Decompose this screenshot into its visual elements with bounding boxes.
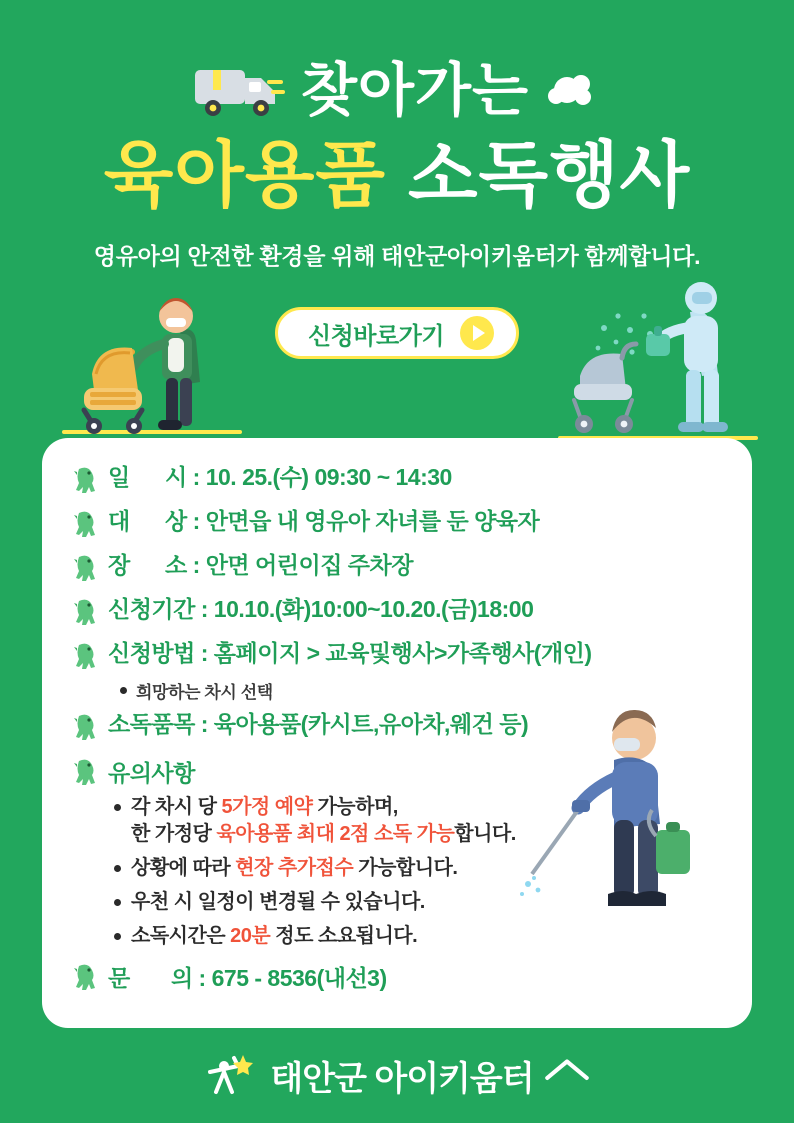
title-line-2b: 소독행사 xyxy=(408,136,691,216)
dinosaur-icon xyxy=(72,962,98,992)
info-row-date xyxy=(72,464,718,495)
info-row-application-period xyxy=(72,596,718,627)
home-roof-icon xyxy=(544,1056,590,1095)
poster-subtitle: 영유아의 안전한 환경을 위해 태안군아이키움터가 함께합니다. xyxy=(93,243,701,269)
cta-wrapper xyxy=(0,307,794,359)
dinosaur-icon xyxy=(72,509,98,539)
info-row-target-text: 대 상 : 안면읍 내 영유아 자녀를 둔 양육자 xyxy=(108,508,540,534)
info-row-date-text: 일 시 : 10. 25.(수) 09:30 ~ 14:30 xyxy=(108,464,452,490)
application-method-subnote xyxy=(120,678,718,703)
apply-now-button[interactable] xyxy=(275,307,519,359)
footer-logo-text: 태안군 아이키움터 xyxy=(270,1060,534,1098)
dinosaur-icon xyxy=(72,597,98,627)
delivery-truck-icon xyxy=(191,60,287,122)
bullet-dot-icon xyxy=(114,933,121,940)
title-row-secondary xyxy=(0,136,794,216)
notice-item-text: 우천 시 일정이 변경될 수 있습니다. xyxy=(131,891,425,913)
parent-with-stroller-illustration xyxy=(62,278,242,446)
dinosaur-icon xyxy=(72,757,98,787)
dinosaur-icon xyxy=(72,641,98,671)
bullet-dot-icon xyxy=(114,865,121,872)
footer-logo-mark-icon xyxy=(204,1050,260,1101)
footer-logo xyxy=(0,1050,794,1101)
notice-item-text: 상황에 따라 현장 추가접수 가능합니다. xyxy=(131,857,458,879)
title-row-primary xyxy=(0,52,794,130)
dinosaur-icon xyxy=(72,712,98,742)
title-line-1: 찾아가는 xyxy=(300,58,530,123)
info-row-application-method xyxy=(72,640,718,671)
info-row-application-method-text: 신청방법 : 홈페이지 > 교육및행사>가족행사(개인) xyxy=(108,640,592,666)
worker-spraying-stroller-illustration xyxy=(558,272,758,452)
poster-header xyxy=(0,0,794,271)
info-row-disinfect-items-text: 소독품목 : 육아용품(카시트,유아차,웨건 등) xyxy=(108,711,529,737)
notice-title: 유의사항 xyxy=(108,760,195,786)
application-method-subnote-text: 희망하는 차시 선택 xyxy=(136,683,273,702)
notice-item-text: 각 차시 당 5가정 예약 가능하며, 한 가정당 육아용품 최대 2점 소독 가능합니다. xyxy=(131,796,516,845)
spray-puff-icon xyxy=(543,68,603,114)
contact-row xyxy=(72,960,718,993)
dinosaur-icon xyxy=(72,553,98,583)
bullet-dot-icon xyxy=(114,804,121,811)
title-line-2a: 육아용품 xyxy=(103,136,386,216)
info-row-application-period-text: 신청기간 : 10.10.(화)10:00~10.20.(금)18:00 xyxy=(108,596,534,622)
notice-item-text: 소독시간은 20분 정도 소요됩니다. xyxy=(131,925,418,947)
worker-spraying-illustration xyxy=(516,702,706,932)
bullet-dot-icon xyxy=(120,687,127,694)
play-icon[interactable] xyxy=(460,316,494,350)
bullet-dot-icon xyxy=(114,899,121,906)
info-row-location xyxy=(72,552,718,583)
dinosaur-icon xyxy=(72,465,98,495)
details-card xyxy=(42,438,752,1028)
apply-now-label: 신청바로가기 xyxy=(307,322,445,350)
info-row-location-text: 장 소 : 안면 어린이집 주차장 xyxy=(108,552,413,578)
contact-text: 문 의 : 675 - 8536(내선3) xyxy=(108,965,387,991)
info-row-target xyxy=(72,508,718,539)
